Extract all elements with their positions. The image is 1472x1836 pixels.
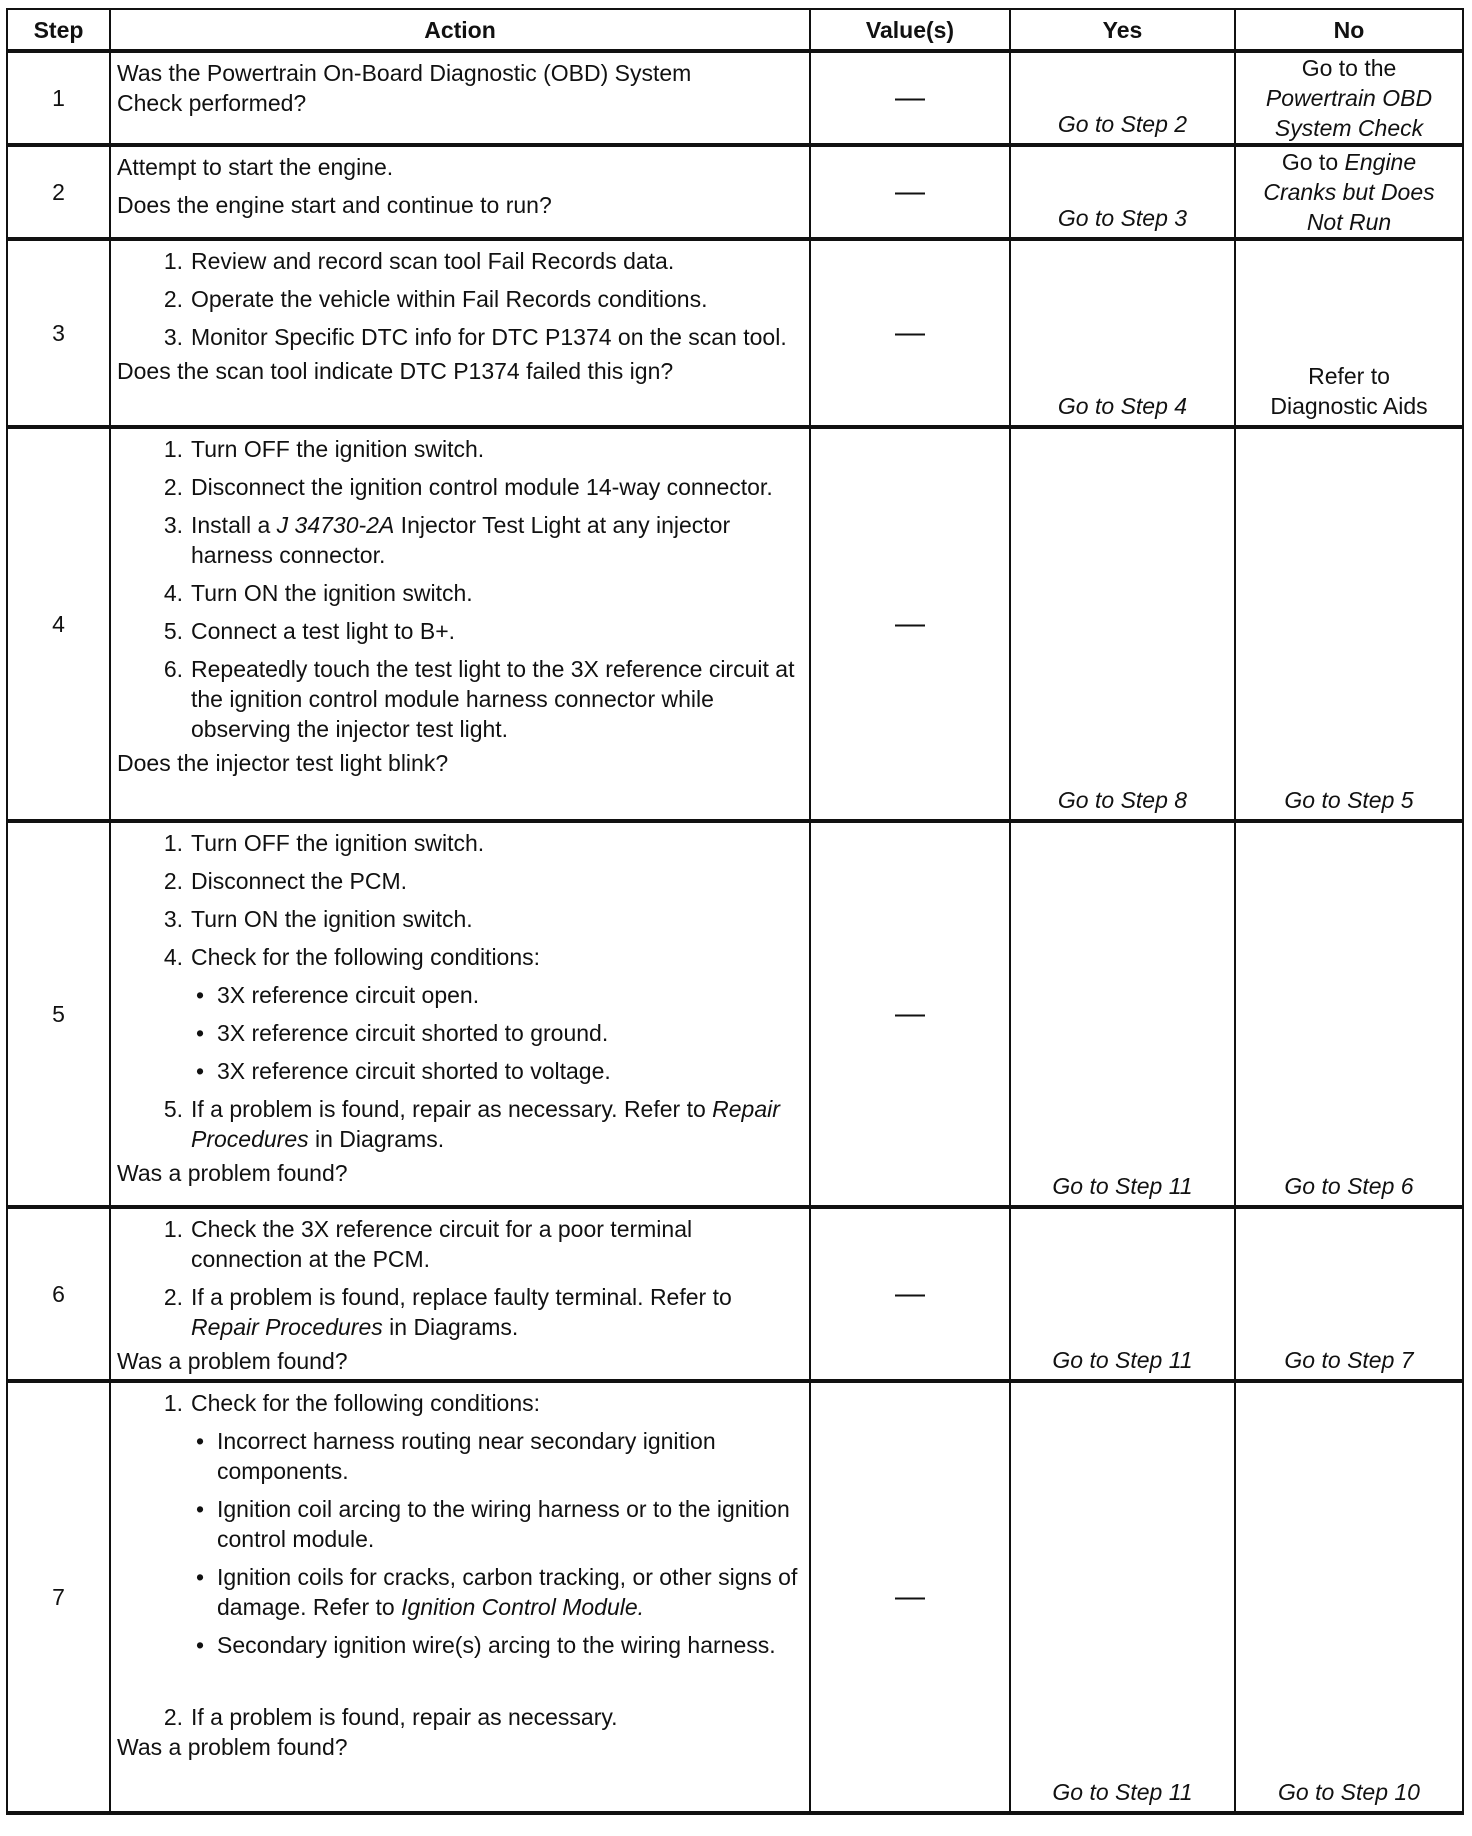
step-number: 3 [7,239,110,427]
yes-link[interactable]: Go to Step 8 [1010,427,1235,821]
list-item: 2. If a problem is found, replace faulty terminal. Refer to Repair Procedures in Diagrams. [163,1284,732,1340]
bullet-item: • Incorrect harness routing near secondary ignition components. [195,1428,716,1484]
action-text: Check performed? [117,90,307,116]
step-number: 1 [7,51,110,145]
table-row [7,821,1463,1207]
no-text: Cranks but Does [1263,179,1435,205]
step-number: 4 [7,427,110,821]
bullet-item: • 3X reference circuit shorted to voltage. [195,1058,611,1084]
repair-ref: Repair Procedures [191,1314,383,1340]
no-text: Go to the [1301,55,1397,81]
list-item: 2. Operate the vehicle within Fail Records conditions. [163,286,708,312]
bullet-item: • Ignition coil arcing to the wiring harness or to the ignition control module. [195,1496,790,1552]
no-link[interactable]: Go to Step 5 [1235,427,1463,821]
no-text [1236,147,1462,177]
action-cell [110,427,810,821]
yes-link[interactable]: Go to Step 11 [1010,821,1235,1207]
diagnostic-table [6,8,1464,1815]
header-action: Action [110,9,810,51]
action-cell [110,821,810,1207]
table-row [7,427,1463,821]
action-cell [110,51,810,145]
list-item: 3. Turn ON the ignition switch. [163,906,473,932]
list-item: 2. Disconnect the PCM. [163,868,408,894]
list-item: 2. Disconnect the ignition control module 14-way connector. [163,474,773,500]
step-number: 5 [7,821,110,1207]
no-link[interactable]: Go to Step 10 [1235,1381,1463,1813]
value-cell: — [810,145,1010,239]
table-row [7,51,1463,145]
action-question: Does the engine start and continue to run? [117,192,552,218]
action-question: Was a problem found? [117,1348,348,1374]
bullet-item: • Secondary ignition wire(s) arcing to the wiring harness. [195,1632,776,1658]
action-cell [110,145,810,239]
bullet-item: • Ignition coils for cracks, carbon tracking, or other signs of damage. Refer to Ignition Control Module. [195,1564,798,1620]
value-cell: — [810,51,1010,145]
no-ref: Engine [1344,149,1417,175]
action-cell [110,1381,810,1813]
action-question: Does the injector test light blink? [117,750,449,776]
no-text: Powertrain OBD [1265,85,1433,111]
action-question: Was a problem found? [117,1734,348,1760]
no-text: System Check [1274,115,1424,141]
repair-ref: Repair Procedures [191,1096,780,1152]
action-question: Does the scan tool indicate DTC P1374 failed this ign? [117,358,674,384]
header-step: Step [7,9,110,51]
list-item: 1. Turn OFF the ignition switch. [163,830,485,856]
yes-link[interactable]: Go to Step 11 [1010,1381,1235,1813]
list-item: 4. Turn ON the ignition switch. [163,580,473,606]
list-item: 3. Install a J 34730-2A Injector Test Light at any injector harness connector. [163,512,731,568]
action-question: Was a problem found? [117,1160,348,1186]
list-item: 4. Check for the following conditions: [163,944,541,970]
bullet-item: • 3X reference circuit shorted to ground. [195,1020,609,1046]
value-cell: — [810,427,1010,821]
tool-ref: J 34730-2A [276,512,395,538]
list-item: 1. Review and record scan tool Fail Records data. [163,248,675,274]
list-item: 1. Check the 3X reference circuit for a poor terminal connection at the PCM. [163,1216,693,1272]
no-link[interactable] [1235,145,1463,239]
no-text: Not Run [1306,209,1392,235]
no-link[interactable]: Go to Step 6 [1235,821,1463,1207]
list-item: 5. If a problem is found, repair as necessary. Refer to Repair Procedures in Diagrams. [163,1096,780,1152]
action-text: Attempt to start the engine. [117,154,394,180]
no-text: Diagnostic Aids [1270,393,1428,419]
list-item: 2. If a problem is found, repair as necessary. [163,1704,618,1730]
table-row [7,1381,1463,1813]
header-values: Value(s) [810,9,1010,51]
list-item: 1. Check for the following conditions: [163,1390,541,1416]
value-cell: — [810,1381,1010,1813]
bullet-item: • 3X reference circuit open. [195,982,480,1008]
action-cell [110,1207,810,1381]
step-number: 6 [7,1207,110,1381]
header-row [7,9,1463,51]
table-row [7,1207,1463,1381]
yes-link[interactable]: Go to Step 11 [1010,1207,1235,1381]
no-text: Refer to [1308,363,1390,389]
step-number: 2 [7,145,110,239]
list-item: 1. Turn OFF the ignition switch. [163,436,485,462]
yes-link[interactable]: Go to Step 3 [1010,145,1235,239]
table-row [7,239,1463,427]
step-number: 7 [7,1381,110,1813]
header-yes: Yes [1010,9,1235,51]
no-prefix: Go to [1281,149,1345,175]
no-link[interactable] [1235,51,1463,145]
yes-link[interactable]: Go to Step 4 [1010,239,1235,427]
list-item: 3. Monitor Specific DTC info for DTC P1374 on the scan tool. [163,324,787,350]
header-no: No [1235,9,1463,51]
no-link[interactable]: Go to Step 7 [1235,1207,1463,1381]
no-link[interactable] [1235,239,1463,427]
value-cell: — [810,239,1010,427]
table-row [7,145,1463,239]
list-item: 6. Repeatedly touch the test light to the 3X reference circuit at the ignition control module harness connector while observing the injector test light. [163,656,795,742]
action-text: Was the Powertrain On-Board Diagnostic (OBD) System [117,60,692,86]
value-cell: — [810,821,1010,1207]
list-item: 5. Connect a test light to B+. [163,618,456,644]
yes-link[interactable]: Go to Step 2 [1010,51,1235,145]
value-cell: — [810,1207,1010,1381]
module-ref: Ignition Control Module. [401,1594,645,1620]
action-cell [110,239,810,427]
